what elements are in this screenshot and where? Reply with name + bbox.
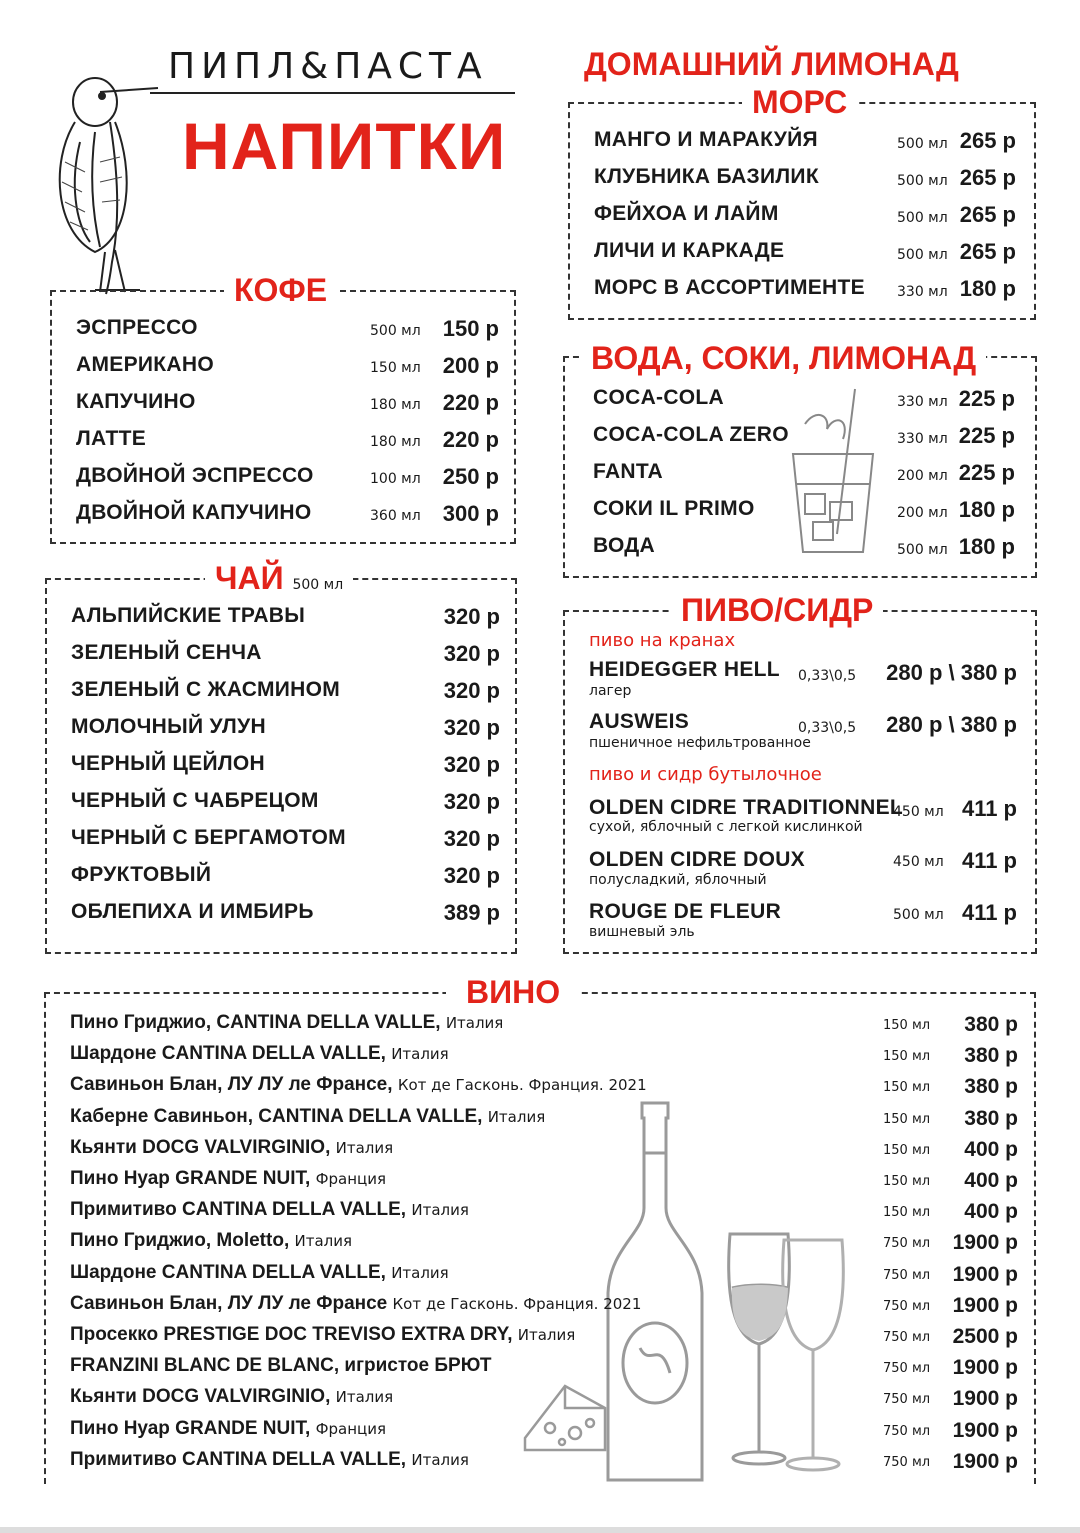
- wine-price: 1900 р: [952, 1387, 1018, 1411]
- item-volume: 500 мл: [893, 907, 944, 923]
- item-volume: 0,33\0,5: [798, 668, 857, 684]
- wine-name: [70, 1355, 491, 1377]
- page-title: НАПИТКИ: [182, 109, 507, 183]
- lemonade-title-top: ДОМАШНИЙ ЛИМОНАД: [584, 46, 959, 82]
- wine-title: Шардоне CANTINA DELLA VALLE,: [70, 1261, 386, 1283]
- menu-item: [47, 826, 515, 860]
- wine-volume: 750 мл: [883, 1361, 931, 1377]
- wine-origin: Италия: [445, 1014, 504, 1032]
- item-name: ОБЛЕПИХА И ИМБИРЬ: [71, 900, 314, 923]
- wine-glass-illustration-icon: [718, 1226, 848, 1476]
- item-name: КАПУЧИНО: [76, 390, 196, 413]
- wine-name: [70, 1199, 469, 1221]
- item-name: AUSWEIS: [589, 710, 690, 733]
- wine-name: [70, 1293, 641, 1315]
- menu-item: [565, 534, 1035, 568]
- wine-volume: 150 мл: [883, 1049, 931, 1065]
- item-volume: 500 мл: [897, 173, 948, 189]
- wine-name: [70, 1168, 386, 1190]
- item-name: ДВОЙНОЙ КАПУЧИНО: [76, 501, 312, 524]
- item-name: COCA-COLA: [593, 386, 725, 409]
- item-price: 180 р: [959, 276, 1016, 301]
- item-volume: 180 мл: [370, 434, 421, 450]
- wine-price: 400 р: [964, 1200, 1018, 1224]
- wine-price: 380 р: [964, 1013, 1018, 1036]
- item-name: МОРС В АССОРТИМЕНТЕ: [594, 276, 865, 299]
- wine-name: [70, 1449, 469, 1471]
- item-price: 320 р: [443, 752, 500, 777]
- wine-origin: Франция: [315, 1170, 387, 1188]
- tea-section: [45, 560, 517, 954]
- item-volume: 330 мл: [897, 394, 948, 410]
- coffee-section: [50, 272, 516, 544]
- item-volume: 330 мл: [897, 431, 948, 447]
- item-volume: 500 мл: [897, 210, 948, 226]
- item-price: 225 р: [958, 386, 1015, 411]
- wine-price: 2500 р: [952, 1325, 1018, 1348]
- item-volume: 200 мл: [897, 505, 948, 521]
- wine-origin: Италия: [411, 1450, 469, 1469]
- item-name: ЛИЧИ И КАРКАДЕ: [594, 239, 785, 262]
- wine-volume: 750 мл: [883, 1267, 931, 1283]
- item-price: 265 р: [959, 128, 1016, 153]
- wine-volume: 750 мл: [883, 1236, 931, 1252]
- wine-volume: 750 мл: [883, 1392, 931, 1408]
- item-price: 320 р: [443, 678, 500, 703]
- brand-name: ПИПЛ&ПАСТА: [168, 46, 488, 87]
- wine-title: Пино Гриджио, CANTINA DELLA VALLE,: [70, 1012, 441, 1033]
- lemonade-title: МОРС: [742, 82, 857, 122]
- item-name: ЭСПРЕССО: [76, 316, 198, 339]
- wine-origin: Кот де Гасконь. Франция. 2021: [397, 1076, 647, 1095]
- wine-volume: 750 мл: [883, 1454, 931, 1470]
- item-price: 220 р: [442, 390, 499, 415]
- beer-title: ПИВО/СИДР: [671, 590, 883, 630]
- wine-name: [70, 1262, 449, 1284]
- item-price: 265 р: [959, 202, 1016, 227]
- item-price: 320 р: [443, 863, 500, 888]
- cheese-illustration-icon: [520, 1378, 610, 1458]
- wine-volume: 750 мл: [883, 1423, 931, 1439]
- item-price: 150 р: [442, 316, 499, 341]
- menu-item: [565, 497, 1035, 531]
- wine-title: FRANZINI BLANC DE BLANC, игристое БРЮТ: [70, 1355, 492, 1377]
- wine-title: Пино Нуар GRANDE NUIT,: [70, 1168, 311, 1189]
- item-name: ВОДА: [593, 534, 656, 557]
- wine-title: Пино Нуар GRANDE NUIT,: [70, 1417, 311, 1439]
- item-name: ЧЕРНЫЙ С БЕРГАМОТОМ: [71, 826, 346, 849]
- menu-item: [47, 604, 515, 638]
- tea-title: [205, 558, 353, 605]
- wine-name: [70, 1386, 393, 1408]
- item-name: ЗЕЛЕНЫЙ С ЖАСМИНОМ: [71, 678, 341, 701]
- wine-volume: 150 мл: [883, 1111, 931, 1127]
- wine-price: 1900 р: [952, 1449, 1018, 1473]
- menu-item: [570, 165, 1034, 199]
- item-price: 180 р: [958, 497, 1015, 522]
- item-price: 411 р: [961, 848, 1017, 873]
- wine-name: [70, 1074, 647, 1096]
- menu-item: [570, 239, 1034, 273]
- wine-volume: 150 мл: [883, 1174, 931, 1189]
- item-name: COCA-COLA ZERO: [593, 423, 789, 446]
- wine-name: [70, 1230, 352, 1252]
- wine-title: Просекко PRESTIGE DOC TREVISO EXTRA DRY,: [70, 1324, 513, 1345]
- item-name: OLDEN CIDRE DOUX: [589, 848, 805, 871]
- item-price: 320 р: [443, 789, 500, 814]
- item-volume: 500 мл: [370, 323, 421, 339]
- item-name: ЛАТТЕ: [76, 427, 147, 450]
- item-volume: 500 мл: [897, 542, 948, 558]
- wine-origin: Италия: [411, 1201, 469, 1220]
- wine-title: Шардоне CANTINA DELLA VALLE,: [70, 1043, 386, 1065]
- menu-item: [565, 460, 1035, 494]
- item-volume: 100 мл: [370, 471, 421, 487]
- item-name: КЛУБНИКА БАЗИЛИК: [594, 165, 819, 188]
- item-volume: 330 мл: [897, 284, 948, 300]
- menu-item: [47, 789, 515, 823]
- wine-origin: Италия: [335, 1138, 394, 1157]
- item-price: 280 р \ 380 р: [886, 660, 1017, 685]
- menu-item: [47, 641, 515, 675]
- wine-origin: Италия: [487, 1107, 546, 1126]
- wine-price: 1900 р: [952, 1231, 1018, 1255]
- item-name: ROUGE DE FLEUR: [589, 900, 782, 923]
- wine-volume: 150 мл: [883, 1142, 931, 1158]
- menu-item: [570, 128, 1034, 162]
- item-description: сухой, яблочный с легкой кислинкой: [589, 819, 863, 835]
- wine-origin: Италия: [391, 1263, 449, 1282]
- item-price: 411 р: [961, 796, 1017, 821]
- menu-item: [570, 276, 1034, 310]
- beer-section: [563, 592, 1037, 954]
- tea-title-text: ЧАЙ: [215, 560, 284, 596]
- water-section: [563, 340, 1037, 578]
- wine-origin: Кот де Гасконь. Франция. 2021: [392, 1294, 642, 1313]
- item-price: 389 р: [443, 900, 500, 925]
- wine-volume: 150 мл: [883, 1018, 931, 1033]
- menu-item: [52, 316, 514, 350]
- wine-title: Пино Гриджио, Moletto,: [70, 1230, 290, 1252]
- menu-item: [565, 423, 1035, 457]
- item-name: АЛЬПИЙСКИЕ ТРАВЫ: [71, 604, 306, 627]
- item-volume: 450 мл: [893, 854, 944, 870]
- wine-origin: Италия: [335, 1388, 394, 1407]
- item-name: ЧЕРНЫЙ С ЧАБРЕЦОМ: [71, 789, 319, 812]
- wine-price: 1900 р: [952, 1356, 1018, 1380]
- menu-item: [47, 715, 515, 749]
- wine-price: 380 р: [964, 1106, 1018, 1130]
- menu-item: [52, 501, 514, 535]
- wine-name: [70, 1106, 545, 1128]
- item-price: 320 р: [443, 826, 500, 851]
- water-title: ВОДА, СОКИ, ЛИМОНАД: [581, 338, 986, 378]
- wine-price: 1900 р: [952, 1293, 1018, 1317]
- wine-name: [70, 1012, 503, 1034]
- wine-price: 1900 р: [952, 1262, 1018, 1286]
- wine-title: Каберне Савиньон, CANTINA DELLA VALLE,: [70, 1105, 483, 1127]
- wine-price: 1900 р: [952, 1418, 1018, 1442]
- item-volume: 360 мл: [370, 508, 421, 524]
- item-price: 220 р: [442, 427, 499, 452]
- item-description: полусладкий, яблочный: [589, 872, 767, 888]
- wine-volume: 150 мл: [883, 1080, 931, 1096]
- item-name: ФЕЙХОА И ЛАЙМ: [594, 202, 779, 225]
- wine-title: Савиньон Блан, ЛУ ЛУ ле Франсе: [70, 1292, 388, 1314]
- wine-name: [70, 1324, 575, 1346]
- item-price: 250 р: [442, 464, 499, 489]
- wine-name: [70, 1137, 393, 1159]
- menu-item: [52, 464, 514, 498]
- item-name: HEIDEGGER HELL: [589, 658, 780, 681]
- menu-item: [570, 202, 1034, 236]
- menu-item: [52, 427, 514, 461]
- wine-title: Кьянти DOCG VALVIRGINIO,: [70, 1136, 331, 1158]
- bottom-edge: [0, 1527, 1080, 1533]
- menu-item: [52, 353, 514, 387]
- wine-price: 400 р: [964, 1137, 1018, 1161]
- wine-origin: Франция: [315, 1419, 387, 1438]
- item-description: пшеничное нефильтрованное: [589, 735, 811, 751]
- lemonade-section: [568, 84, 1036, 320]
- item-name: МОЛОЧНЫЙ УЛУН: [71, 715, 266, 738]
- bird-illustration-icon: [40, 62, 180, 302]
- wine-title: Савиньон Блан, ЛУ ЛУ ле Франсе,: [70, 1074, 393, 1096]
- wine-origin: Италия: [294, 1232, 353, 1251]
- wine-price: 380 р: [964, 1075, 1018, 1099]
- coffee-title: КОФЕ: [224, 270, 337, 310]
- item-name: OLDEN CIDRE TRADITIONNEL: [589, 796, 904, 819]
- item-volume: 150 мл: [370, 360, 421, 376]
- item-volume: 500 мл: [897, 136, 948, 152]
- item-price: 180 р: [958, 534, 1015, 559]
- menu-item: [47, 678, 515, 712]
- item-name: FANTA: [593, 460, 663, 483]
- menu-item: [47, 752, 515, 786]
- item-price: 265 р: [959, 165, 1016, 190]
- item-price: 265 р: [959, 239, 1016, 264]
- item-name: СОКИ IL PRIMO: [593, 497, 755, 520]
- item-price: 300 р: [442, 501, 499, 526]
- item-price: 320 р: [443, 715, 500, 740]
- wine-name: [70, 1043, 449, 1065]
- item-volume: 0,33\0,5: [798, 720, 857, 736]
- wine-title: Примитиво CANTINA DELLA VALLE,: [70, 1448, 407, 1470]
- item-name: ЗЕЛЕНЫЙ СЕНЧА: [71, 641, 262, 664]
- item-price: 200 р: [442, 353, 499, 378]
- brand-underline: [150, 92, 515, 94]
- menu-item: [52, 390, 514, 424]
- menu-item: [47, 863, 515, 897]
- wine-origin: Италия: [517, 1326, 576, 1344]
- tap-beer-label: пиво на кранах: [589, 630, 736, 651]
- item-name: АМЕРИКАНО: [76, 353, 214, 376]
- item-price: 280 р \ 380 р: [886, 712, 1017, 737]
- item-volume: 180 мл: [370, 397, 421, 413]
- wine-title: Примитиво CANTINA DELLA VALLE,: [70, 1199, 407, 1221]
- wine-origin: Италия: [391, 1045, 449, 1064]
- menu-item: [565, 386, 1035, 420]
- wine-title: Кьянти DOCG VALVIRGINIO,: [70, 1386, 331, 1408]
- wine-title: ВИНО: [446, 972, 580, 1012]
- tea-volume: 500 мл: [292, 577, 344, 593]
- item-volume: 450 мл: [893, 804, 944, 820]
- item-price: 320 р: [443, 641, 500, 666]
- item-volume: 500 мл: [897, 247, 948, 263]
- wine-volume: 150 мл: [883, 1205, 931, 1221]
- item-name: ЧЕРНЫЙ ЦЕЙЛОН: [71, 752, 265, 775]
- item-name: МАНГО И МАРАКУЙЯ: [594, 128, 818, 151]
- bottle-beer-label: пиво и сидр бутылочное: [589, 764, 822, 785]
- item-price: 320 р: [443, 604, 500, 629]
- wine-volume: 750 мл: [883, 1330, 931, 1345]
- item-name: ФРУКТОВЫЙ: [71, 863, 212, 886]
- wine-price: 400 р: [964, 1169, 1018, 1192]
- item-name: ДВОЙНОЙ ЭСПРЕССО: [76, 464, 314, 487]
- wine-name: [70, 1418, 386, 1440]
- item-description: лагер: [589, 683, 632, 699]
- item-price: 225 р: [958, 423, 1015, 448]
- item-description: вишневый эль: [589, 924, 695, 940]
- item-price: 411 р: [961, 900, 1017, 925]
- item-volume: 200 мл: [897, 468, 948, 484]
- wine-volume: 750 мл: [883, 1298, 931, 1314]
- item-price: 225 р: [958, 460, 1015, 485]
- wine-price: 380 р: [964, 1044, 1018, 1068]
- menu-item: [47, 900, 515, 934]
